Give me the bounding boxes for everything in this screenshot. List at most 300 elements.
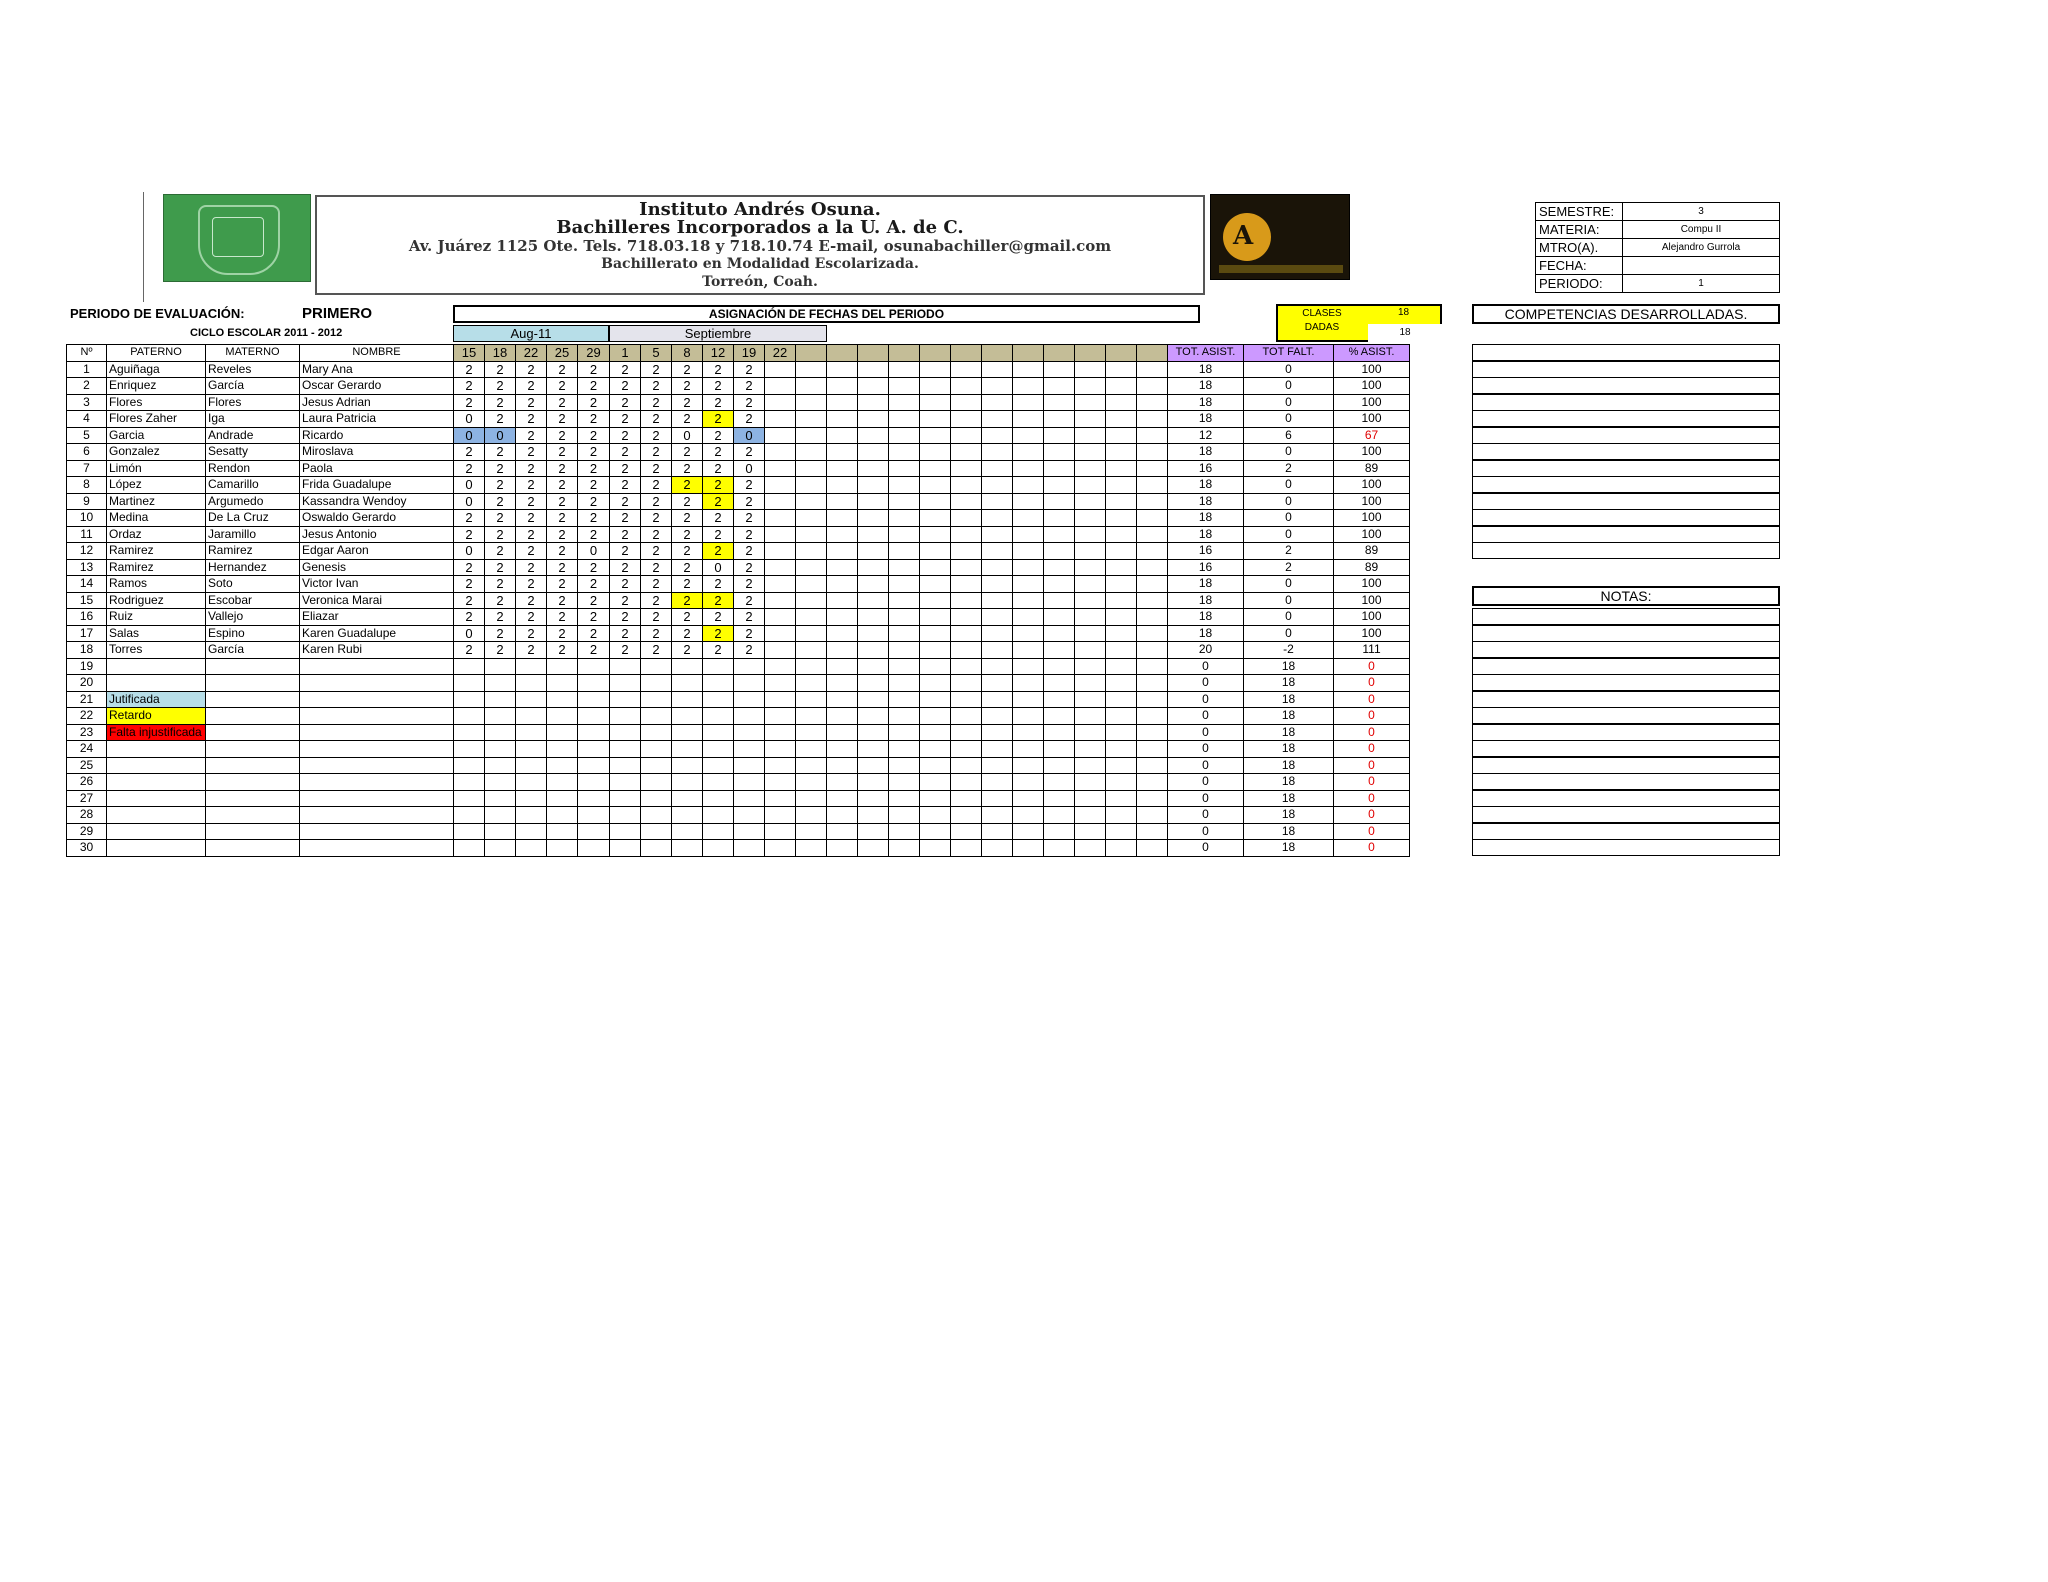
attendance-cell	[889, 823, 920, 840]
row-number: 30	[67, 840, 107, 857]
attendance-cell	[1013, 394, 1044, 411]
col-header-paterno: PATERNO	[107, 345, 206, 362]
attendance-cell	[1013, 361, 1044, 378]
row-number: 24	[67, 741, 107, 758]
attendance-cell	[951, 823, 982, 840]
attendance-cell: 2	[672, 444, 703, 461]
attendance-cell: 2	[578, 559, 610, 576]
materno-cell	[206, 840, 300, 857]
attendance-cell	[982, 361, 1013, 378]
attendance-cell: 2	[547, 477, 578, 494]
table-row	[67, 411, 1410, 428]
attendance-cell	[951, 708, 982, 725]
attendance-cell	[672, 675, 703, 692]
attendance-cell	[951, 559, 982, 576]
attendance-cell	[641, 807, 672, 824]
attendance-cell	[610, 823, 641, 840]
attendance-cell	[858, 411, 889, 428]
attendance-cell	[1106, 840, 1137, 857]
pct-asist-cell: 100	[1334, 592, 1410, 609]
attendance-cell	[920, 642, 951, 659]
tot-asist-cell: 20	[1168, 642, 1244, 659]
attendance-cell	[578, 840, 610, 857]
attendance-cell	[982, 658, 1013, 675]
attendance-cell	[703, 741, 734, 758]
attendance-cell	[1013, 724, 1044, 741]
nombre-cell: Genesis	[300, 559, 454, 576]
attendance-cell: 2	[672, 361, 703, 378]
tot-asist-cell: 0	[1168, 774, 1244, 791]
attendance-cell: 2	[641, 592, 672, 609]
attendance-cell	[485, 790, 516, 807]
attendance-cell	[516, 774, 547, 791]
attendance-cell	[1075, 361, 1106, 378]
attendance-cell	[858, 658, 889, 675]
attendance-cell	[858, 526, 889, 543]
attendance-cell	[1137, 675, 1168, 692]
attendance-cell: 2	[641, 411, 672, 428]
attendance-cell	[796, 427, 827, 444]
clases-dadas-label: CLASES DADAS	[1302, 308, 1342, 333]
attendance-cell: 2	[641, 378, 672, 395]
attendance-cell	[765, 708, 796, 725]
competencias-row	[1472, 526, 1780, 543]
tot-asist-cell: 0	[1168, 708, 1244, 725]
attendance-cell: 2	[610, 477, 641, 494]
attendance-cell	[889, 411, 920, 428]
attendance-cell	[951, 757, 982, 774]
tot-falt-cell: 18	[1244, 807, 1334, 824]
attendance-cell	[703, 724, 734, 741]
attendance-cell	[765, 675, 796, 692]
tot-asist-cell: 16	[1168, 460, 1244, 477]
row-number: 13	[67, 559, 107, 576]
periodo-label: PERIODO:	[1536, 275, 1623, 293]
row-number: 9	[67, 493, 107, 510]
attendance-cell: 2	[641, 477, 672, 494]
attendance-cell	[827, 378, 858, 395]
table-row	[67, 378, 1410, 395]
attendance-cell	[765, 807, 796, 824]
date-header: 8	[672, 345, 703, 362]
attendance-cell	[796, 559, 827, 576]
attendance-cell: 2	[641, 427, 672, 444]
attendance-cell	[547, 790, 578, 807]
attendance-cell: 2	[734, 642, 765, 659]
attendance-cell	[485, 675, 516, 692]
attendance-cell: 2	[485, 460, 516, 477]
tot-falt-cell: 2	[1244, 543, 1334, 560]
nombre-cell: Mary Ana	[300, 361, 454, 378]
nombre-cell: Jesus Antonio	[300, 526, 454, 543]
attendance-cell	[951, 477, 982, 494]
attendance-cell	[889, 460, 920, 477]
attendance-cell: 2	[734, 526, 765, 543]
attendance-cell	[796, 411, 827, 428]
attendance-cell	[1075, 609, 1106, 626]
attendance-cell	[827, 510, 858, 527]
attendance-cell	[982, 510, 1013, 527]
tot-asist-cell: 18	[1168, 477, 1244, 494]
attendance-cell	[1044, 543, 1075, 560]
attendance-cell	[920, 691, 951, 708]
attendance-cell	[547, 757, 578, 774]
attendance-cell	[951, 427, 982, 444]
paterno-cell: Jutificada	[107, 691, 206, 708]
attendance-cell	[672, 724, 703, 741]
attendance-cell	[1044, 675, 1075, 692]
attendance-cell: 2	[610, 411, 641, 428]
attendance-cell: 2	[672, 477, 703, 494]
attendance-cell: 2	[641, 609, 672, 626]
attendance-cell: 2	[734, 559, 765, 576]
materno-cell	[206, 823, 300, 840]
attendance-cell	[889, 642, 920, 659]
pct-asist-cell: 0	[1334, 658, 1410, 675]
attendance-cell	[578, 675, 610, 692]
mtro-value: Alejandro Gurrola	[1623, 239, 1780, 257]
table-row	[67, 559, 1410, 576]
attendance-cell: 2	[703, 378, 734, 395]
attendance-cell	[765, 609, 796, 626]
attendance-cell	[920, 708, 951, 725]
attendance-cell	[889, 807, 920, 824]
attendance-cell	[765, 790, 796, 807]
attendance-cell	[1013, 790, 1044, 807]
attendance-cell	[703, 757, 734, 774]
date-header: 12	[703, 345, 734, 362]
attendance-cell	[578, 691, 610, 708]
attendance-cell	[610, 840, 641, 857]
attendance-cell	[889, 592, 920, 609]
attendance-cell	[889, 658, 920, 675]
attendance-cell	[858, 790, 889, 807]
attendance-cell	[858, 576, 889, 593]
attendance-cell	[672, 757, 703, 774]
attendance-cell	[1013, 444, 1044, 461]
attendance-cell	[485, 658, 516, 675]
notas-title: NOTAS:	[1472, 586, 1780, 606]
tot-falt-cell: 2	[1244, 559, 1334, 576]
paterno-cell	[107, 774, 206, 791]
attendance-cell: 2	[610, 394, 641, 411]
attendance-cell: 0	[485, 427, 516, 444]
attendance-cell	[796, 625, 827, 642]
nombre-cell	[300, 774, 454, 791]
attendance-cell	[1013, 642, 1044, 659]
attendance-cell	[641, 840, 672, 857]
notas-row	[1472, 757, 1780, 774]
attendance-cell	[1106, 757, 1137, 774]
attendance-cell: 2	[516, 576, 547, 593]
nombre-cell: Eliazar	[300, 609, 454, 626]
paterno-cell: Falta injustificada	[107, 724, 206, 741]
attendance-cell	[1137, 526, 1168, 543]
attendance-cell: 0	[454, 427, 485, 444]
attendance-cell	[765, 493, 796, 510]
materno-cell	[206, 708, 300, 725]
attendance-cell	[734, 757, 765, 774]
col-header-tot-asist: TOT. ASIST.	[1168, 345, 1244, 362]
attendance-cell: 2	[703, 642, 734, 659]
attendance-cell	[858, 510, 889, 527]
attendance-cell: 2	[641, 642, 672, 659]
attendance-cell: 2	[485, 444, 516, 461]
attendance-cell	[858, 493, 889, 510]
attendance-cell	[1044, 774, 1075, 791]
materno-cell: Hernandez	[206, 559, 300, 576]
table-row	[67, 526, 1410, 543]
attendance-cell	[516, 691, 547, 708]
table-row	[67, 592, 1410, 609]
attendance-cell	[610, 807, 641, 824]
col-header-pct-asist: % ASIST.	[1334, 345, 1410, 362]
tot-falt-cell: 18	[1244, 691, 1334, 708]
table-row	[67, 493, 1410, 510]
attendance-cell	[1044, 394, 1075, 411]
attendance-cell: 2	[672, 609, 703, 626]
attendance-cell	[796, 477, 827, 494]
attendance-cell	[765, 576, 796, 593]
attendance-cell	[485, 708, 516, 725]
pct-asist-cell: 0	[1334, 691, 1410, 708]
attendance-cell: 2	[734, 477, 765, 494]
nombre-cell: Miroslava	[300, 444, 454, 461]
attendance-cell	[454, 741, 485, 758]
attendance-cell	[765, 510, 796, 527]
attendance-cell	[796, 444, 827, 461]
banner-line-2: Bachilleres Incorporados a la U. A. de C.	[556, 217, 964, 238]
paterno-cell: Medina	[107, 510, 206, 527]
attendance-cell	[1075, 741, 1106, 758]
pct-asist-cell: 0	[1334, 708, 1410, 725]
attendance-cell	[1106, 444, 1137, 461]
attendance-cell	[765, 394, 796, 411]
pct-asist-cell: 0	[1334, 741, 1410, 758]
attendance-cell: 2	[610, 543, 641, 560]
pct-asist-cell: 0	[1334, 807, 1410, 824]
attendance-cell: 2	[547, 427, 578, 444]
attendance-cell	[1044, 576, 1075, 593]
attendance-cell	[858, 807, 889, 824]
attendance-cell	[641, 741, 672, 758]
attendance-cell	[734, 741, 765, 758]
attendance-cell	[951, 691, 982, 708]
attendance-cell: 2	[672, 411, 703, 428]
competencias-row	[1472, 542, 1780, 559]
materno-cell: Argumedo	[206, 493, 300, 510]
tot-falt-cell: 0	[1244, 609, 1334, 626]
attendance-cell	[982, 807, 1013, 824]
attendance-cell	[1075, 790, 1106, 807]
tot-falt-cell: 0	[1244, 592, 1334, 609]
attendance-cell	[1044, 427, 1075, 444]
nombre-cell	[300, 741, 454, 758]
attendance-cell: 2	[516, 378, 547, 395]
row-number: 17	[67, 625, 107, 642]
attendance-cell	[827, 840, 858, 857]
tot-asist-cell: 18	[1168, 411, 1244, 428]
tot-asist-cell: 0	[1168, 691, 1244, 708]
attendance-cell	[610, 708, 641, 725]
row-number: 14	[67, 576, 107, 593]
attendance-cell	[1013, 609, 1044, 626]
attendance-cell	[982, 394, 1013, 411]
attendance-cell	[1137, 658, 1168, 675]
attendance-cell: 2	[516, 526, 547, 543]
attendance-cell: 2	[485, 543, 516, 560]
paterno-cell: Enriquez	[107, 378, 206, 395]
attendance-cell	[641, 708, 672, 725]
attendance-cell	[858, 361, 889, 378]
tot-asist-cell: 18	[1168, 526, 1244, 543]
attendance-cell: 2	[672, 460, 703, 477]
tot-asist-cell: 16	[1168, 543, 1244, 560]
attendance-cell	[765, 592, 796, 609]
attendance-cell	[982, 444, 1013, 461]
attendance-cell: 2	[516, 510, 547, 527]
attendance-cell: 2	[578, 592, 610, 609]
attendance-cell	[827, 609, 858, 626]
attendance-cell	[796, 361, 827, 378]
attendance-cell	[889, 724, 920, 741]
attendance-cell: 2	[641, 559, 672, 576]
attendance-cell	[889, 378, 920, 395]
attendance-cell	[889, 427, 920, 444]
attendance-cell	[516, 823, 547, 840]
paterno-cell: Aguiñaga	[107, 361, 206, 378]
date-header	[1044, 345, 1075, 362]
attendance-cell	[827, 691, 858, 708]
table-row	[67, 741, 1410, 758]
attendance-cell	[951, 411, 982, 428]
attendance-cell	[982, 378, 1013, 395]
attendance-cell	[827, 477, 858, 494]
materno-cell	[206, 658, 300, 675]
attendance-cell: 2	[516, 394, 547, 411]
attendance-cell	[889, 543, 920, 560]
attendance-cell	[485, 757, 516, 774]
attendance-cell	[982, 460, 1013, 477]
nombre-cell: Karen Rubi	[300, 642, 454, 659]
attendance-cell	[1137, 724, 1168, 741]
attendance-cell	[1137, 691, 1168, 708]
attendance-cell	[951, 394, 982, 411]
materno-cell: Ramirez	[206, 543, 300, 560]
col-header-materno: MATERNO	[206, 345, 300, 362]
attendance-cell	[516, 675, 547, 692]
attendance-cell	[1013, 807, 1044, 824]
attendance-cell: 2	[610, 592, 641, 609]
attendance-cell	[951, 444, 982, 461]
attendance-cell	[672, 823, 703, 840]
attendance-cell	[920, 493, 951, 510]
attendance-cell	[1075, 691, 1106, 708]
attendance-cell	[703, 840, 734, 857]
attendance-cell: 2	[641, 460, 672, 477]
attendance-cell	[889, 675, 920, 692]
attendance-cell	[1013, 559, 1044, 576]
attendance-cell: 2	[610, 444, 641, 461]
attendance-cell	[920, 378, 951, 395]
attendance-cell: 2	[485, 510, 516, 527]
attendance-cell: 2	[516, 411, 547, 428]
attendance-cell	[796, 790, 827, 807]
attendance-cell	[610, 741, 641, 758]
attendance-cell	[610, 724, 641, 741]
tot-falt-cell: 0	[1244, 576, 1334, 593]
attendance-cell: 2	[578, 576, 610, 593]
attendance-cell	[1137, 823, 1168, 840]
attendance-cell	[827, 823, 858, 840]
paterno-cell: Ruiz	[107, 609, 206, 626]
clases-dadas-value-2: 18	[1368, 324, 1442, 342]
nombre-cell	[300, 790, 454, 807]
attendance-cell	[827, 790, 858, 807]
date-header	[827, 345, 858, 362]
attendance-cell: 2	[578, 526, 610, 543]
attendance-cell: 2	[454, 510, 485, 527]
attendance-cell	[858, 708, 889, 725]
date-header: 1	[610, 345, 641, 362]
attendance-cell	[827, 361, 858, 378]
row-number: 16	[67, 609, 107, 626]
materno-cell: De La Cruz	[206, 510, 300, 527]
date-header	[1075, 345, 1106, 362]
attendance-cell	[1044, 691, 1075, 708]
attendance-cell	[796, 460, 827, 477]
pct-asist-cell: 89	[1334, 460, 1410, 477]
attendance-cell: 2	[516, 460, 547, 477]
attendance-cell	[1044, 444, 1075, 461]
col-header-no: Nº	[67, 345, 107, 362]
attendance-cell: 2	[454, 444, 485, 461]
attendance-cell: 2	[516, 543, 547, 560]
attendance-cell	[889, 708, 920, 725]
attendance-cell	[827, 807, 858, 824]
attendance-cell: 2	[641, 510, 672, 527]
table-row	[67, 774, 1410, 791]
attendance-cell	[1075, 510, 1106, 527]
pct-asist-cell: 0	[1334, 840, 1410, 857]
notas-row	[1472, 691, 1780, 708]
paterno-cell: Ordaz	[107, 526, 206, 543]
attendance-cell	[889, 361, 920, 378]
date-header	[858, 345, 889, 362]
paterno-cell	[107, 807, 206, 824]
attendance-cell	[982, 493, 1013, 510]
attendance-cell	[951, 642, 982, 659]
materno-cell: Iga	[206, 411, 300, 428]
attendance-cell	[920, 790, 951, 807]
attendance-cell: 2	[485, 625, 516, 642]
attendance-cell: 2	[578, 609, 610, 626]
attendance-cell	[1106, 691, 1137, 708]
attendance-cell	[765, 625, 796, 642]
attendance-cell	[547, 708, 578, 725]
competencias-row	[1472, 394, 1780, 411]
pct-asist-cell: 89	[1334, 559, 1410, 576]
paterno-cell: Retardo	[107, 708, 206, 725]
attendance-cell	[1044, 840, 1075, 857]
attendance-cell	[920, 724, 951, 741]
attendance-cell	[1075, 559, 1106, 576]
attendance-cell	[858, 394, 889, 411]
attendance-cell: 2	[703, 592, 734, 609]
attendance-cell	[1106, 394, 1137, 411]
attendance-cell	[920, 741, 951, 758]
attendance-cell	[951, 724, 982, 741]
